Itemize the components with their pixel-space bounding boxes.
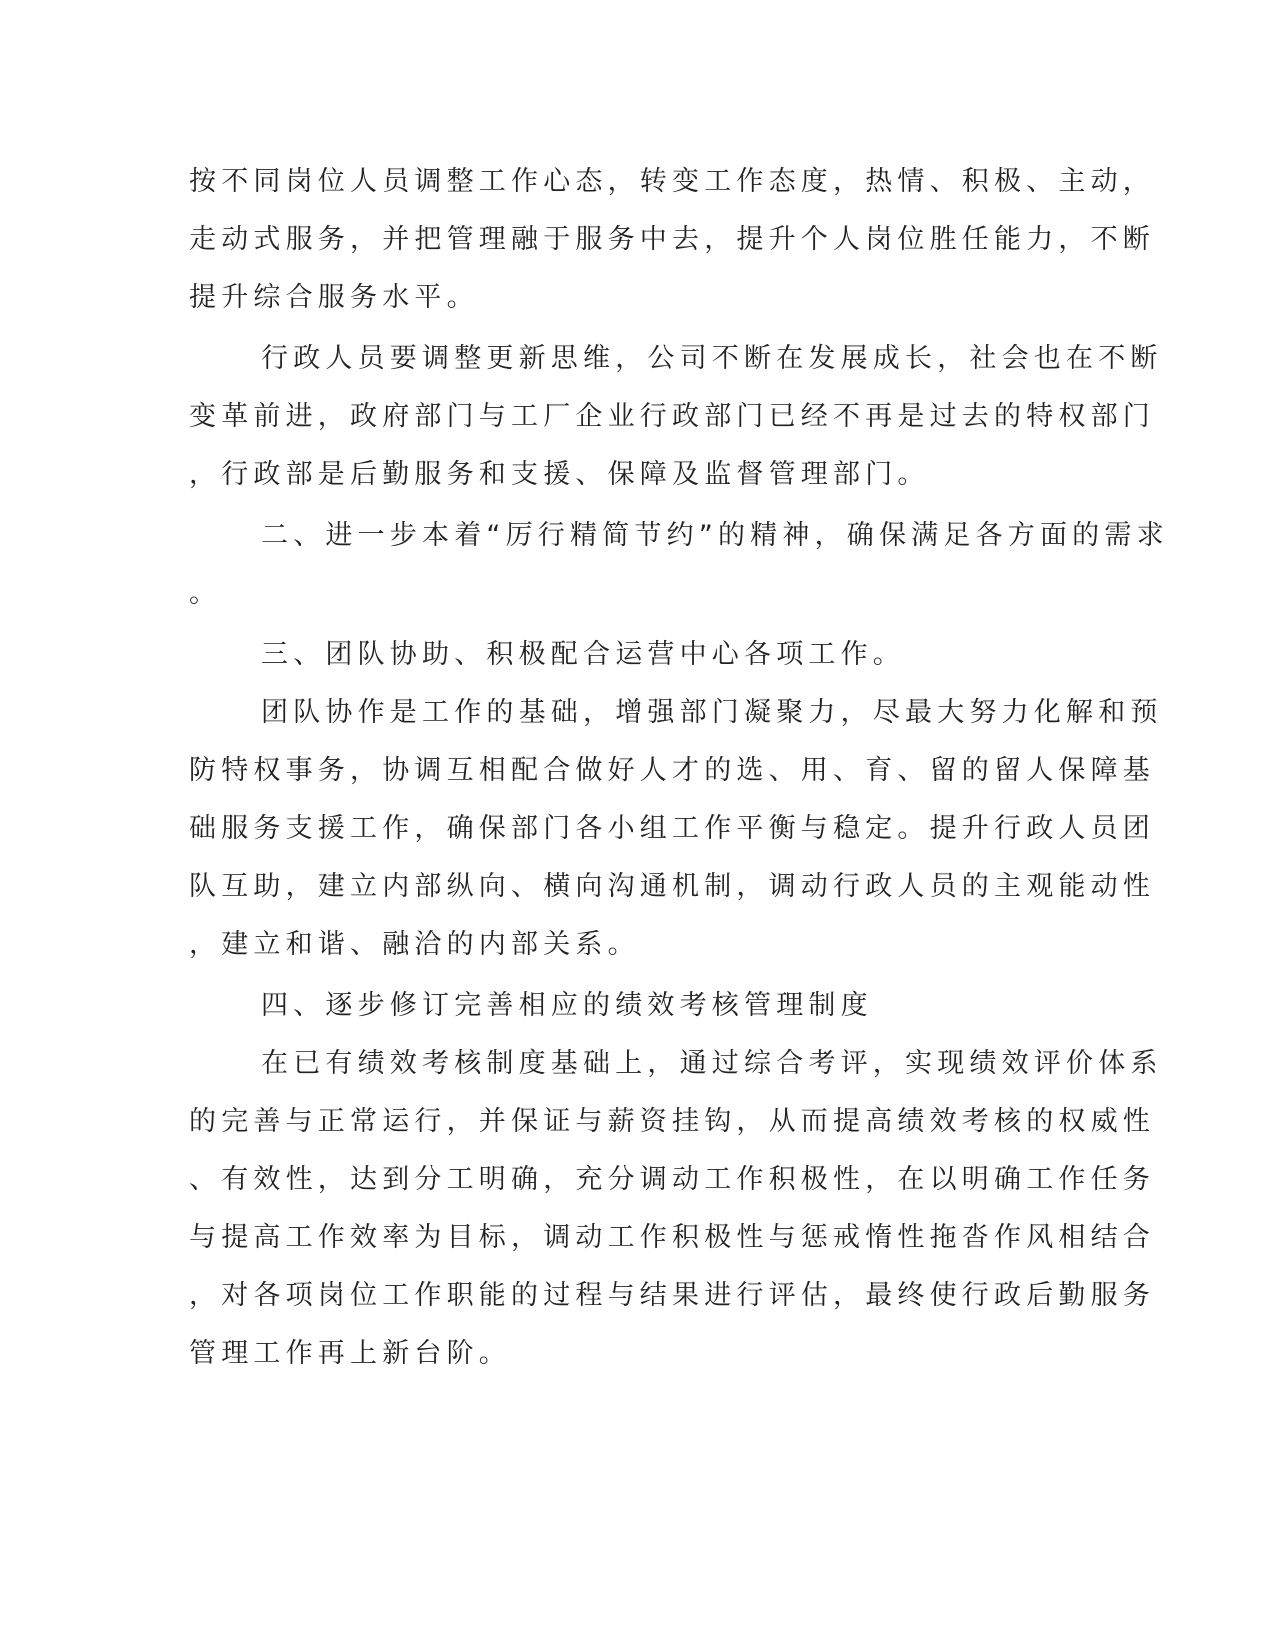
- text-line: 提升综合服务水平。: [189, 282, 479, 313]
- section-heading: 二、进一步本着“厉行精简节约”的精神，确保满足各方面的需求: [261, 520, 1169, 551]
- text-line: 走动式服务，并把管理融于服务中去，提升个人岗位胜任能力，不断: [189, 224, 1155, 255]
- section-heading: 四、逐步修订完善相应的绩效考核管理制度: [261, 990, 873, 1021]
- text-line: 础服务支援工作，确保部门各小组工作平衡与稳定。提升行政人员团: [189, 813, 1155, 844]
- text-line: 团队协作是工作的基础，增强部门凝聚力，尽最大努力化解和预: [261, 697, 1163, 728]
- text-line: 的完善与正常运行，并保证与薪资挂钩，从而提高绩效考核的权威性: [189, 1106, 1155, 1137]
- text-line: ，对各项岗位工作职能的过程与结果进行评估，最终使行政后勤服务: [189, 1280, 1155, 1311]
- text-line: ，建立和谐、融洽的内部关系。: [189, 929, 640, 960]
- text-line: 。: [189, 578, 222, 609]
- text-line: 在已有绩效考核制度基础上，通过综合考评，实现绩效评价体系: [261, 1048, 1163, 1079]
- text-line: 按不同岗位人员调整工作心态，转变工作态度，热情、积极、主动，: [189, 166, 1155, 197]
- text-line: 变革前进，政府部门与工厂企业行政部门已经不再是过去的特权部门: [189, 401, 1155, 432]
- text-line: 队互助，建立内部纵向、横向沟通机制，调动行政人员的主观能动性: [189, 871, 1155, 902]
- section-heading: 三、团队协助、积极配合运营中心各项工作。: [261, 639, 905, 670]
- text-line: 防特权事务，协调互相配合做好人才的选、用、育、留的留人保障基: [189, 755, 1155, 786]
- text-line: ，行政部是后勤服务和支援、保障及监督管理部门。: [189, 459, 930, 490]
- text-line: 、有效性，达到分工明确，充分调动工作积极性，在以明确工作任务: [189, 1164, 1155, 1195]
- text-line: 与提高工作效率为目标，调动工作积极性与惩戒惰性拖沓作风相结合: [189, 1222, 1155, 1253]
- text-line: 行政人员要调整更新思维，公司不断在发展成长，社会也在不断: [261, 343, 1163, 374]
- text-line: 管理工作再上新台阶。: [189, 1338, 511, 1369]
